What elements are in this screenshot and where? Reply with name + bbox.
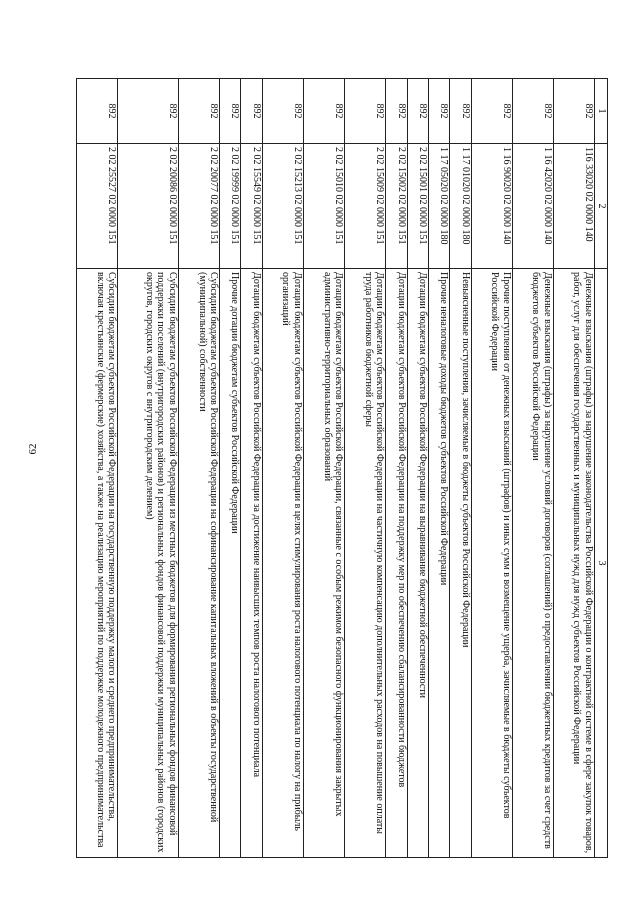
revenue-name-cell: Дотации бюджетам субъектов Российской Федерации на поддержку мер по обеспечению сбалансированности бюджетов [386, 269, 407, 858]
admin-code-cell: 892 [386, 79, 407, 144]
header-row [595, 79, 608, 858]
revenue-name-cell: Прочие дотации бюджетам субъектов Российской Федерации [220, 269, 241, 858]
table-row [179, 79, 220, 858]
budget-code-cell: 2 02 19999 02 0000 151 [220, 144, 241, 269]
table-row [345, 79, 386, 858]
budget-code-cell: 2 02 15001 02 0000 151 [407, 144, 428, 269]
admin-code-cell: 892 [407, 79, 428, 144]
budget-code-cell: 1 16 90020 02 0000 140 [471, 144, 512, 269]
admin-code-cell: 892 [553, 79, 594, 144]
table-row [428, 79, 449, 858]
budget-code-cell: 1 16 42020 02 0000 140 [512, 144, 553, 269]
admin-code-cell: 892 [303, 79, 344, 144]
table-row [77, 79, 118, 858]
page-number: 62 [27, 443, 39, 455]
budget-code-cell: 1 17 05020 02 0000 180 [428, 144, 449, 269]
budget-code-cell: 2 02 15009 02 0000 151 [345, 144, 386, 269]
budget-code-cell: 2 02 20077 02 0000 151 [179, 144, 220, 269]
header-col-2: 2 [595, 144, 608, 269]
budget-code-cell: 2 02 20086 02 0000 151 [118, 144, 179, 269]
budget-code-cell: 1 17 01020 02 0000 180 [450, 144, 471, 269]
admin-code-cell: 892 [179, 79, 220, 144]
revenue-name-cell: Дотации бюджетам субъектов Российской Федерации на частичную компенсацию дополнительных расходов на повышение оплаты труда работников бюджетной сферы [345, 269, 386, 858]
admin-code-cell: 892 [428, 79, 449, 144]
admin-code-cell: 892 [450, 79, 471, 144]
table-row [262, 79, 303, 858]
table-row [118, 79, 179, 858]
budget-code-cell: 116 33020 02 0000 140 [553, 144, 594, 269]
admin-code-cell: 892 [241, 79, 262, 144]
revenue-name-cell: Дотации бюджетам субъектов Российской Федерации в целях стимулирования роста налогового потенциала по налогу на прибыль организаций [262, 269, 303, 858]
revenue-name-cell: Невыясненные поступления, зачисляемые в бюджеты субъектов Российской Федерации [450, 269, 471, 858]
revenue-name-cell: Дотации бюджетам субъектов Российской Федерации за достижение наивысших темпов роста налогового потенциала [241, 269, 262, 858]
revenue-name-cell: Субсидии бюджетам субъектов Российской Федерации на государственную поддержку малого и среднего предпринимательства, включая крестьянские (фермерские) хозяйства, а также на реализацию мероприятий по поддержке молодежного предпринимательства [77, 269, 118, 858]
budget-code-cell: 2 02 15213 02 0000 151 [262, 144, 303, 269]
header-col-3: 3 [595, 269, 608, 858]
admin-code-cell: 892 [118, 79, 179, 144]
rotated-table-container [76, 78, 608, 858]
revenue-name-cell: Субсидии бюджетам субъектов Российской Федерации на софинансирование капитальных вложений в объекты государственной (муниципальной) собственности [179, 269, 220, 858]
admin-code-cell: 892 [220, 79, 241, 144]
admin-code-cell: 892 [262, 79, 303, 144]
admin-code-cell: 892 [512, 79, 553, 144]
revenue-codes-table [76, 78, 608, 858]
revenue-name-cell: Прочие поступления от денежных взысканий (штрафов) и иных сумм в возмещение ущерба, зачисляемые в бюджеты субъектов Российской Федерации [471, 269, 512, 858]
budget-code-cell: 2 02 15002 02 0000 151 [386, 144, 407, 269]
admin-code-cell: 892 [345, 79, 386, 144]
budget-code-cell: 2 02 15010 02 0000 151 [303, 144, 344, 269]
table-row [450, 79, 471, 858]
admin-code-cell: 892 [77, 79, 118, 144]
table-row [553, 79, 594, 858]
budget-code-cell: 2 02 25527 02 0000 151 [77, 144, 118, 269]
admin-code-cell: 892 [471, 79, 512, 144]
table-row [241, 79, 262, 858]
table-row [471, 79, 512, 858]
table-row [303, 79, 344, 858]
table-row [220, 79, 241, 858]
revenue-name-cell: Прочие неналоговые доходы бюджетов субъектов Российской Федерации [428, 269, 449, 858]
revenue-name-cell: Денежные взыскания (штрафы) за нарушение условий договоров (соглашений) о предоставлении бюджетных кредитов за счет средств бюджетов субъектов Российской Федерации [512, 269, 553, 858]
table-row [386, 79, 407, 858]
budget-code-cell: 2 02 15549 02 0000 151 [241, 144, 262, 269]
revenue-name-cell: Субсидии бюджетам субъектов Российской Федерации из местных бюджетов для формирования региональных фондов финансовой поддержки поселений (внутригородских районов) и региональных фондов финансовой поддержки муниципальных районов (городских округов, городских округов с внутригородским делением) [118, 269, 179, 858]
revenue-name-cell: Денежные взыскания (штрафы) за нарушение законодательства Российской Федерации о контрактной системе в сфере закупок товаров, работ, услуг для обеспечения государственных и муниципальных нужд для нужд субъектов Российской Федерации [553, 269, 594, 858]
revenue-name-cell: Дотации бюджетам субъектов Российской Федерации, связанные с особым режимом безопасного функционирования закрытых административно-территориальных образований [303, 269, 344, 858]
table-row [407, 79, 428, 858]
header-col-1: 1 [595, 79, 608, 144]
revenue-name-cell: Дотации бюджетам субъектов Российской Федерации на выравнивание бюджетной обеспеченности [407, 269, 428, 858]
table-row [512, 79, 553, 858]
